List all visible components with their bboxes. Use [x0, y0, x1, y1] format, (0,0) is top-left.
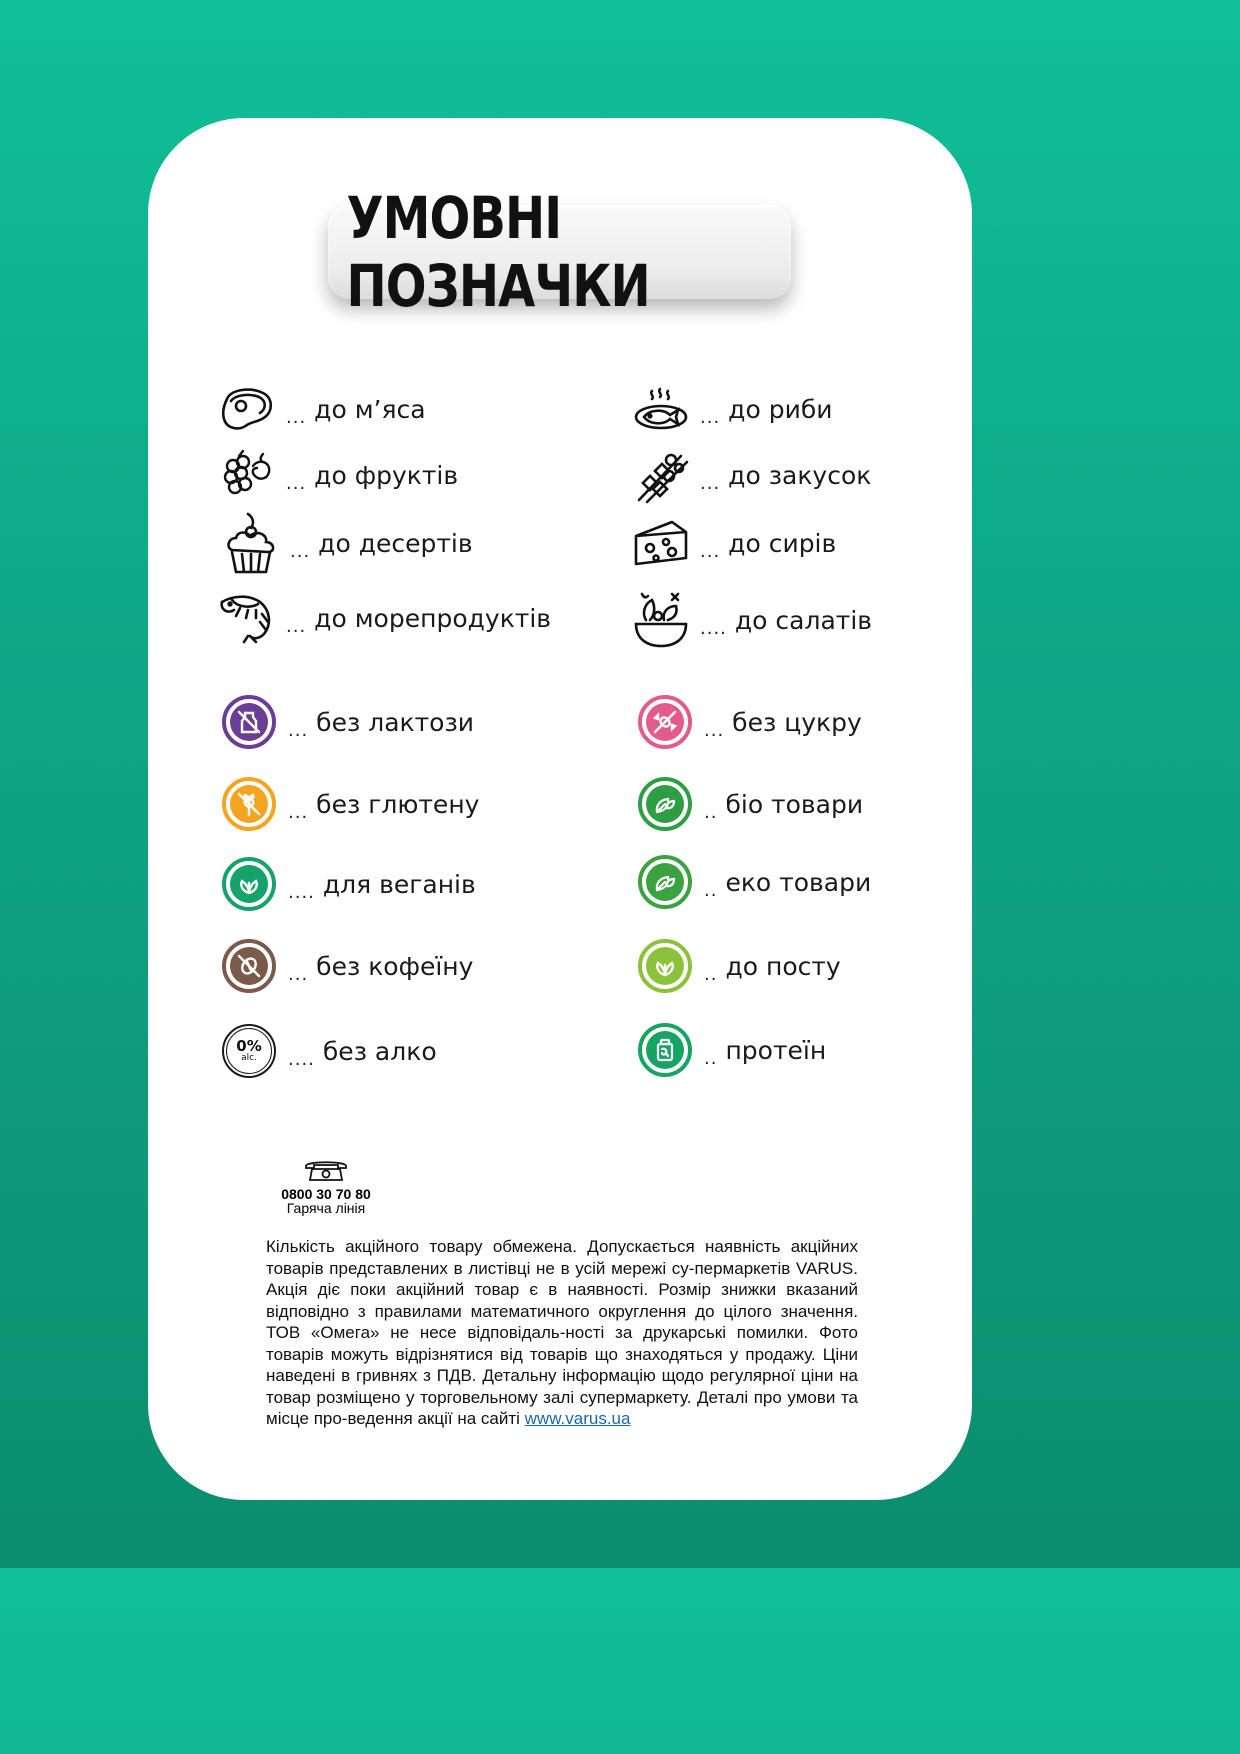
- zero-alcohol-icon: [222, 1024, 276, 1078]
- hotline-block: [266, 1158, 386, 1216]
- fruits-icon: [216, 444, 278, 506]
- no-lactose-icon: [222, 695, 276, 749]
- legend-label: до салатів: [734, 605, 873, 635]
- fish-plate-icon: [630, 378, 692, 440]
- leader-dots: ...: [288, 719, 309, 741]
- leader-dots: ...: [704, 719, 725, 741]
- legend-item-fish: [630, 374, 832, 444]
- legend-item-eco: [634, 847, 871, 917]
- bio-leaf-icon: [638, 777, 692, 831]
- no-caffeine-icon: [222, 939, 276, 993]
- no-gluten-icon: [222, 777, 276, 831]
- legend-item-meat: [216, 374, 426, 444]
- legend-label: протеїн: [725, 1035, 827, 1065]
- legend-item-cheese: [630, 508, 836, 578]
- leader-dots: ..: [704, 801, 718, 823]
- hotline-number[interactable]: 0800 30 70 80: [281, 1186, 371, 1202]
- leader-dots: ..: [704, 1047, 718, 1069]
- legend-item-no-gluten: [218, 769, 479, 839]
- leader-dots: ...: [286, 615, 307, 637]
- cheese-icon: [630, 512, 692, 574]
- legend-item-no-sugar: [634, 687, 862, 757]
- legend-label: без кофеїну: [316, 951, 474, 981]
- legend-label: без алко: [322, 1036, 437, 1066]
- protein-jar-icon: [638, 1023, 692, 1077]
- legend-label: до м’яса: [314, 394, 426, 424]
- legend-item-fruits: [216, 440, 458, 510]
- legend-label: біо товари: [725, 789, 864, 819]
- steak-icon: [216, 378, 278, 440]
- legend-label: без лактози: [316, 707, 475, 737]
- leader-dots: ..: [704, 879, 718, 901]
- leader-dots: ...: [288, 963, 309, 985]
- leader-dots: ...: [700, 472, 721, 494]
- leader-dots: ...: [286, 472, 307, 494]
- legend-label: до сирів: [728, 528, 837, 558]
- title-badge: [328, 184, 791, 320]
- leader-dots: ...: [290, 540, 311, 562]
- legend-item-seafood: [216, 583, 551, 653]
- legend-label: до риби: [728, 394, 833, 424]
- legend-item-no-alcohol: [218, 1016, 437, 1086]
- alc-text: alc.: [241, 1053, 257, 1063]
- cupcake-icon: [220, 512, 282, 574]
- leader-dots: ...: [700, 540, 721, 562]
- legend-item-no-lactose: [218, 687, 474, 757]
- leader-dots: ...: [700, 406, 721, 428]
- vegan-leaf-icon: [222, 857, 276, 911]
- legend-label: без цукру: [732, 707, 862, 737]
- leader-dots: ..: [704, 963, 718, 985]
- page-title: УМОВНІ ПОЗНАЧКИ: [346, 184, 650, 320]
- legend-label: для веганів: [322, 869, 476, 899]
- legend-item-no-caffeine: [218, 931, 473, 1001]
- skewers-icon: [630, 444, 692, 506]
- salad-bowl-icon: [630, 589, 692, 651]
- zero-percent-text: 0%: [236, 1037, 262, 1055]
- legend-label: до посту: [725, 951, 841, 981]
- leader-dots: ....: [700, 617, 727, 639]
- lent-leaf-icon: [638, 939, 692, 993]
- phone-icon: [266, 1158, 386, 1186]
- disclaimer-body: Кількість акційного товару обмежена. Допускається наявність акційних товарів представлених в листівці не в усій мережі су-пермаркетів VARUS. Акція діє поки акційний товар є в наявності. Розмір знижки вказаний відповідно з правилами математичного округлення до цілого значення. ТОВ «Омега» не несе відповідаль-ності за друкарські помилки. Фото товарів можуть відрізнятися від товарів що знаходяться у продажу. Ціни наведені в гривнях з ПДВ. Детальну інформацію щодо регулярної ціни на товар розміщено у торговельному залі супермаркету. Деталі про умови та місце про-ведення акції на сайті: [266, 1237, 858, 1428]
- legend-item-bio: [634, 769, 863, 839]
- legend-item-desserts: [220, 508, 473, 578]
- legend-label: до закусок: [728, 460, 872, 490]
- eco-leaf-icon: [638, 855, 692, 909]
- leader-dots: ...: [286, 406, 307, 428]
- legend-item-snacks: [630, 440, 871, 510]
- legend-item-protein: [634, 1015, 826, 1085]
- legend-item-vegan: [218, 849, 476, 919]
- leader-dots: ....: [288, 881, 315, 903]
- no-sugar-icon: [638, 695, 692, 749]
- legend-label: до морепродуктів: [314, 603, 552, 633]
- website-link[interactable]: www.varus.ua: [524, 1409, 631, 1428]
- legend-label: до десертів: [318, 528, 473, 558]
- legend-label: без глютену: [316, 789, 480, 819]
- legend-label: еко товари: [725, 867, 872, 897]
- legend-item-lent: [634, 931, 841, 1001]
- disclaimer-text: [266, 1236, 858, 1430]
- hotline-caption: Гаряча лінія: [286, 1200, 366, 1216]
- legend-item-salads: [630, 585, 872, 655]
- shrimp-icon: [216, 587, 278, 649]
- legend-label: до фруктів: [314, 460, 459, 490]
- leader-dots: ...: [288, 801, 309, 823]
- leader-dots: ....: [288, 1048, 315, 1070]
